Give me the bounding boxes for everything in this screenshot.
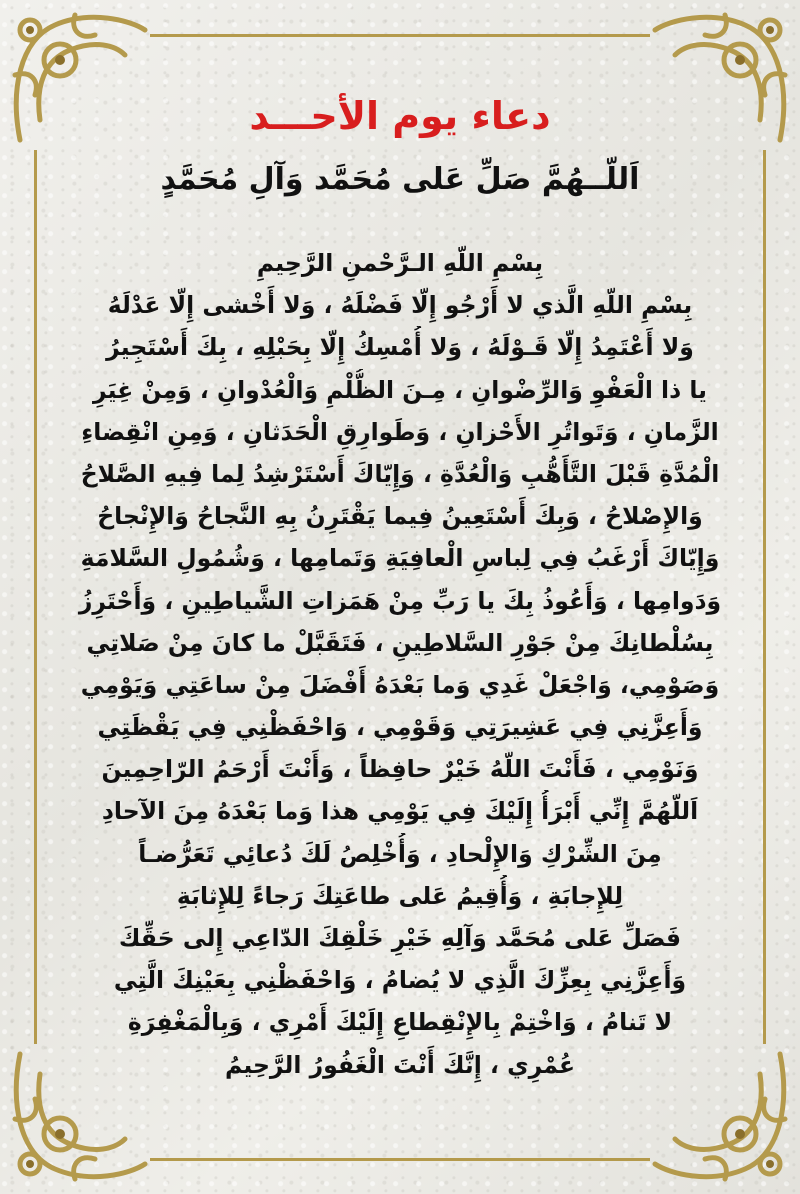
frame-right-line — [763, 150, 766, 1044]
dua-line: لا تَنامُ ، وَاخْتِمْ بِالإِنْقِطاعِ إِلَيْكَ أَمْرِي ، وَبِالْمَغْفِرَةِ — [127, 1008, 673, 1037]
dua-line: لِلإِجابَةِ ، وَأُقِيمُ عَلى طاعَتِكَ رَجاءً لِلإِثابَةِ — [176, 881, 624, 910]
dua-line: فَصَلِّ عَلى مُحَمَّد وَآلِهِ خَيْرِ خَلْقِكَ الدّاعِي إِلى حَقِّكَ — [118, 924, 682, 952]
page-title: دعاء يوم الأحـــد — [249, 94, 551, 138]
dua-line: الزَّمانِ ، وَتَواتُرِ الأَحْزانِ ، وَطَوارِقِ الْحَدَثانِ ، وَمِنِ انْقِضاءِ — [81, 417, 719, 446]
dua-line: مِنَ الشِّرْكِ وَالإِلْحادِ ، وَأُخْلِصُ لَكَ دُعائِي تَعَرُّضـاً — [138, 839, 662, 868]
dua-line: عُمْرِي ، إِنَّكَ أَنْتَ الْغَفُورُ الرَّحِيمُ — [224, 1050, 576, 1079]
dua-line: وَأَعِزَّنِي فِي عَشِيرَتِي وَقَوْمِي ، وَاحْفَظْنِي فِي يَقْظَتِي — [97, 713, 703, 742]
dua-line: وَإِيّاكَ أَرْغَبُ فِي لِباسِ الْعافِيَةِ وَتَمامِها ، وَشُمُولِ السَّلامَةِ — [80, 544, 720, 573]
dua-line: وَدَوامِها ، وَأَعُوذُ بِكَ يا رَبِّ مِنْ هَمَزاتِ الشَّياطِينِ ، وَأَحْتَرِزُ — [78, 586, 722, 615]
dua-line: وَالإِصْلاحُ ، وَبِكَ أَسْتَعِينُ فِيما يَقْتَرِنُ بِهِ النَّجاحُ وَالإِنْجاحُ — [97, 502, 703, 531]
dua-line: وَلا أَعْتَمِدُ إِلّا قَـوْلَهُ ، وَلا أُمْسِكُ إِلّا بِحَبْلِهِ ، بِكَ أَسْتَجِيرُ — [106, 333, 694, 362]
dua-line: وَنَوْمِي ، فَأَنْتَ اللّهُ خَيْرٌ حافِظاً ، وَأَنْتَ أَرْحَمُ الرّاحِمِينَ — [101, 755, 699, 784]
dua-line: وَصَوْمِي، وَاجْعَلْ غَدِي وَما بَعْدَهُ أَفْضَلَ مِنْ ساعَتِي وَيَوْمِي — [80, 670, 720, 699]
dua-line: الْمُدَّةِ قَبْلَ التَّأَهُّبِ وَالْعُدَّةِ ، وَإِيّاكَ أَسْتَرْشِدُ لِما فِيهِ الصَّلاحُ — [80, 459, 720, 488]
frame-top-line — [150, 34, 650, 37]
frame-bottom-line — [150, 1158, 650, 1161]
dua-line: بِسْمِ اللّهِ الَّذي لا أَرْجُو إِلّا فَضْلَهُ ، وَلا أَخْشى إِلّا عَدْلَهُ — [107, 291, 693, 320]
salawat-heading: اَللّــهُمَّ صَلِّ عَلى مُحَمَّد وَآلِ مُحَمَّدٍ — [160, 162, 640, 197]
dua-line: بِسُلْطانِكَ مِنْ جَوْرِ السَّلاطِينِ ، فَتَقَبَّلْ ما كانَ مِنْ صَلاتِي — [86, 628, 714, 657]
dua-body — [42, 242, 758, 1086]
dua-line: بِسْمِ اللّهِ الـرَّحْمنِ الرَّحِيمِ — [256, 249, 544, 277]
dua-line: اَللّهُمَّ إِنِّي أَبْرَأُ إِلَيْكَ فِي يَوْمِي هذا وَما بَعْدَهُ مِنَ الآحادِ — [101, 797, 699, 826]
dua-line: وَأَعِزَّنِي بِعِزِّكَ الَّذِي لا يُضامُ ، وَاحْفَظْنِي بِعَيْنِكَ الَّتِي — [113, 966, 687, 995]
frame-left-line — [34, 150, 37, 1044]
dua-line: يا ذا الْعَفْوِ وَالرِّضْوانِ ، مِـنَ الظُّلْمِ وَالْعُدْوانِ ، وَمِنْ غِيَرِ — [92, 375, 708, 404]
